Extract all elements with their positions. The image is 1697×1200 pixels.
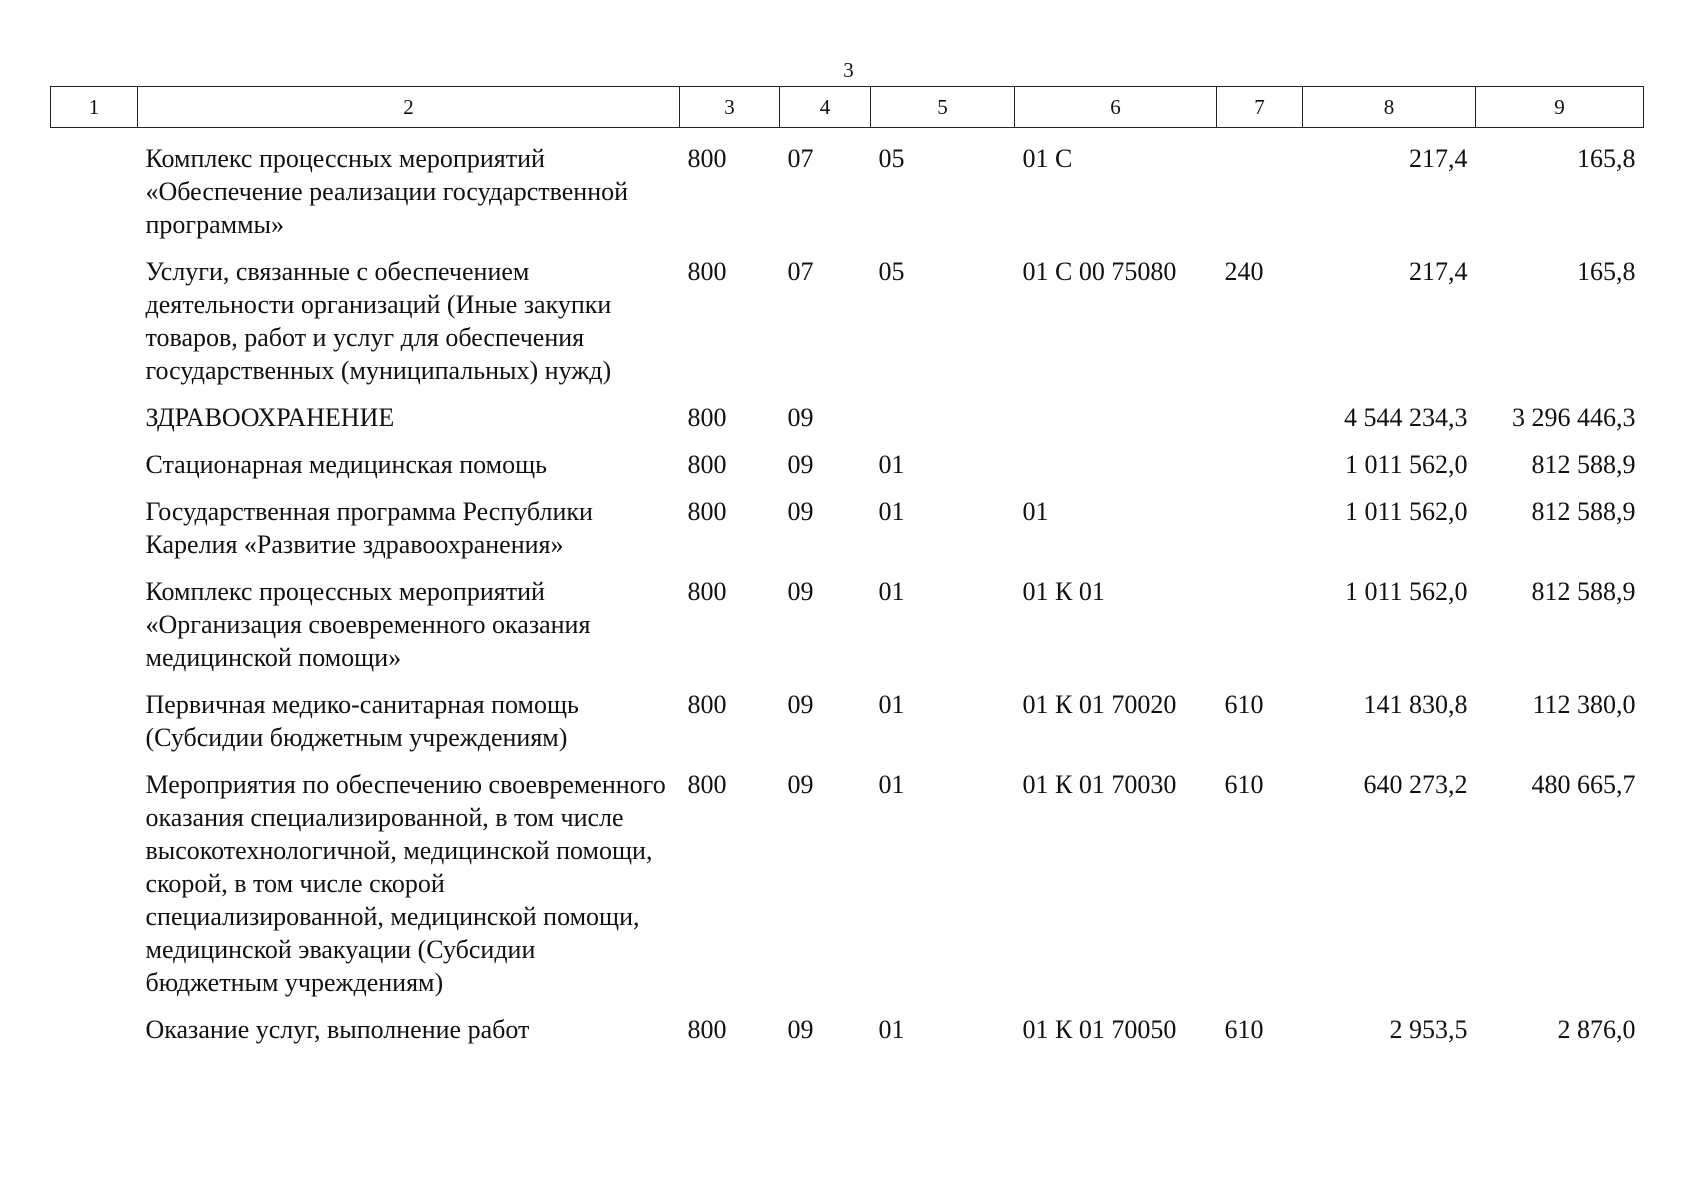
cell-ministry-code: 800	[687, 257, 727, 286]
column-header-8: 8	[1303, 87, 1476, 128]
table-header	[51, 87, 1644, 128]
table-row	[51, 241, 1644, 387]
cell-subsection-code: 01	[878, 770, 905, 799]
cell-expense-type: 610	[1224, 770, 1264, 799]
cell-amount-col9: 812 588,9	[1531, 497, 1636, 526]
cell-subsection-code: 01	[878, 450, 905, 479]
cell-subsection-code: 01	[878, 690, 905, 719]
cell-target-article: 01 К 01 70050	[1022, 1015, 1177, 1044]
cell-item-name: Оказание услуг, выполнение работ	[145, 1015, 530, 1044]
cell-ministry-code: 800	[687, 1015, 727, 1044]
cell-amount-col9: 812 588,9	[1531, 577, 1636, 606]
column-number-row	[51, 87, 1644, 128]
cell-amount-col8: 640 273,2	[1363, 770, 1468, 799]
cell-subsection-code: 01	[878, 497, 905, 526]
table-row	[51, 128, 1644, 242]
cell-amount-col9: 165,8	[1577, 257, 1636, 286]
cell-item-name: Мероприятия по обеспечению своевременного оказания специализированной, в том числе высокотехнологичной, медицинской помощи, скорой, в том числе скорой специализированной, медицинской помощи, медицинской эвакуации (Субсидии бюджетным учреждениям)	[145, 770, 666, 997]
cell-ministry-code: 800	[687, 497, 727, 526]
cell-section-code: 09	[787, 577, 814, 606]
cell-amount-col8: 2 953,5	[1389, 1015, 1468, 1044]
table-row	[51, 561, 1644, 674]
cell-index	[51, 999, 138, 1046]
cell-section-code: 09	[787, 690, 814, 719]
cell-ministry-code: 800	[687, 144, 727, 173]
cell-target-article: 01 С 00 75080	[1022, 257, 1177, 286]
cell-section-code: 09	[787, 1015, 814, 1044]
cell-amount-col9: 2 876,0	[1557, 1015, 1636, 1044]
cell-expense-type	[1217, 481, 1303, 561]
cell-section-code: 09	[787, 497, 814, 526]
cell-expense-type	[1217, 128, 1303, 242]
cell-item-name: ЗДРАВООХРАНЕНИЕ	[145, 403, 395, 432]
cell-item-name: Стационарная медицинская помощь	[145, 450, 547, 479]
table-row	[51, 674, 1644, 754]
cell-item-name: Комплекс процессных мероприятий «Организация своевременного оказания медицинской помощи»	[145, 577, 591, 672]
cell-section-code: 09	[787, 403, 814, 432]
column-header-3: 3	[680, 87, 780, 128]
cell-subsection-code: 01	[878, 1015, 905, 1044]
column-header-5: 5	[871, 87, 1015, 128]
table-row	[51, 754, 1644, 999]
cell-section-code: 09	[787, 770, 814, 799]
cell-index	[51, 674, 138, 754]
cell-target-article	[1015, 434, 1217, 481]
cell-amount-col8: 141 830,8	[1363, 690, 1468, 719]
cell-index	[51, 434, 138, 481]
cell-target-article: 01 К 01 70030	[1022, 770, 1177, 799]
cell-amount-col9: 480 665,7	[1531, 770, 1636, 799]
cell-ministry-code: 800	[687, 770, 727, 799]
cell-section-code: 07	[787, 257, 814, 286]
column-header-9: 9	[1476, 87, 1644, 128]
cell-amount-col9: 3 296 446,3	[1512, 403, 1636, 432]
cell-target-article	[1015, 387, 1217, 434]
cell-index	[51, 754, 138, 999]
column-header-7: 7	[1217, 87, 1303, 128]
cell-section-code: 09	[787, 450, 814, 479]
cell-expense-type: 610	[1224, 690, 1264, 719]
column-header-4: 4	[780, 87, 871, 128]
cell-target-article: 01 С	[1022, 144, 1073, 173]
cell-expense-type	[1217, 387, 1303, 434]
table-row	[51, 481, 1644, 561]
cell-ministry-code: 800	[687, 403, 727, 432]
cell-amount-col9: 812 588,9	[1531, 450, 1636, 479]
cell-subsection-code	[871, 387, 1015, 434]
cell-item-name: Государственная программа Республики Карелия «Развитие здравоохранения»	[145, 497, 593, 559]
cell-index	[51, 481, 138, 561]
cell-subsection-code: 01	[878, 577, 905, 606]
cell-amount-col8: 1 011 562,0	[1344, 450, 1468, 479]
budget-table	[50, 86, 1644, 1046]
cell-item-name: Первичная медико-санитарная помощь (Субсидии бюджетным учреждениям)	[145, 690, 579, 752]
cell-expense-type: 610	[1224, 1015, 1264, 1044]
page-number: 3	[843, 58, 854, 82]
cell-amount-col8: 4 544 234,3	[1344, 403, 1468, 432]
table-body	[51, 128, 1644, 1047]
cell-subsection-code: 05	[878, 257, 905, 286]
cell-index	[51, 387, 138, 434]
column-header-2: 2	[138, 87, 680, 128]
table-row	[51, 387, 1644, 434]
cell-index	[51, 128, 138, 242]
cell-amount-col8: 217,4	[1409, 144, 1468, 173]
cell-expense-type: 240	[1224, 257, 1264, 286]
cell-ministry-code: 800	[687, 450, 727, 479]
cell-amount-col8: 1 011 562,0	[1344, 577, 1468, 606]
cell-amount-col9: 112 380,0	[1532, 690, 1636, 719]
cell-target-article: 01 К 01	[1022, 577, 1105, 606]
cell-ministry-code: 800	[687, 690, 727, 719]
cell-ministry-code: 800	[687, 577, 727, 606]
cell-target-article: 01 К 01 70020	[1022, 690, 1177, 719]
cell-expense-type	[1217, 561, 1303, 674]
cell-subsection-code: 05	[878, 144, 905, 173]
table-row	[51, 434, 1644, 481]
cell-index	[51, 241, 138, 387]
table-row	[51, 999, 1644, 1046]
cell-target-article: 01	[1022, 497, 1049, 526]
column-header-6: 6	[1015, 87, 1217, 128]
cell-section-code: 07	[787, 144, 814, 173]
cell-amount-col8: 1 011 562,0	[1344, 497, 1468, 526]
column-header-1: 1	[51, 87, 138, 128]
cell-item-name: Услуги, связанные с обеспечением деятельности организаций (Иные закупки товаров, работ и услуг для обеспечения государственных (муниципальных) нужд)	[145, 257, 612, 385]
cell-index	[51, 561, 138, 674]
cell-expense-type	[1217, 434, 1303, 481]
cell-item-name: Комплекс процессных мероприятий «Обеспечение реализации государственной программы»	[145, 144, 629, 239]
cell-amount-col9: 165,8	[1577, 144, 1636, 173]
cell-amount-col8: 217,4	[1409, 257, 1468, 286]
